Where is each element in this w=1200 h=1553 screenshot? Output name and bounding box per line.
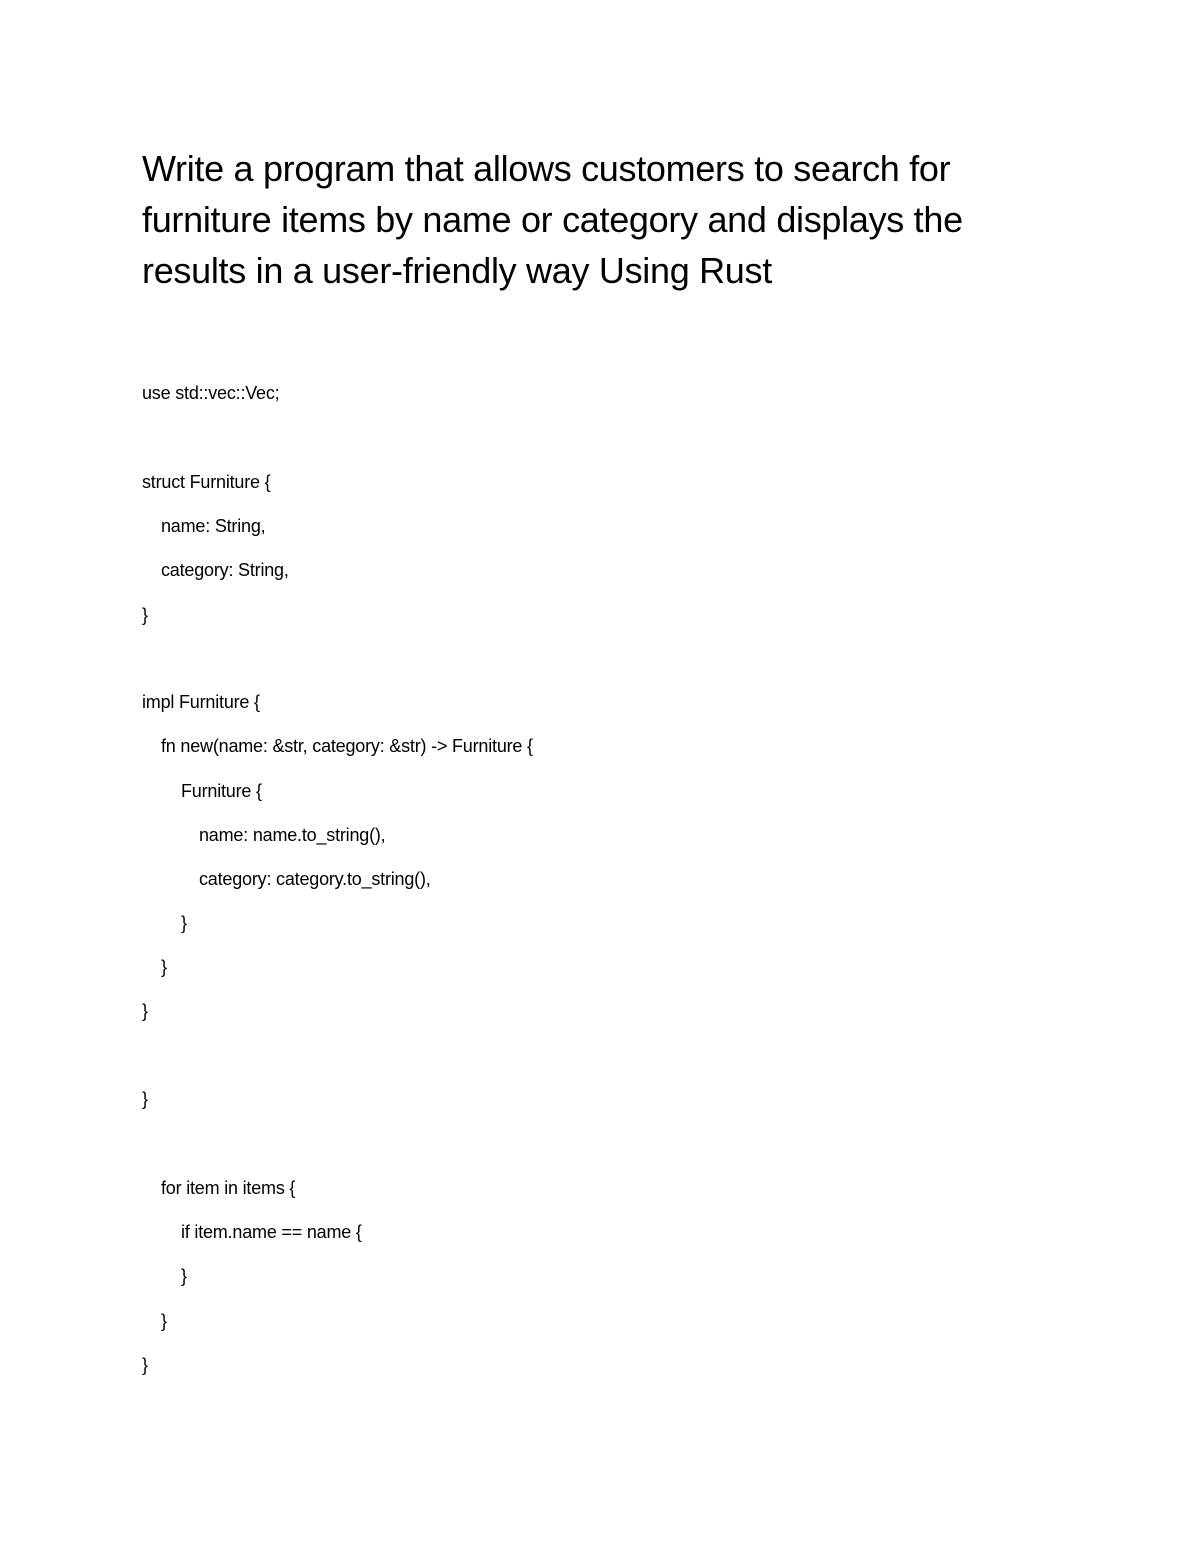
code-line-field-category: category: String, — [161, 560, 289, 580]
heading-line-1: Write a program that allows customers to search for — [142, 148, 951, 189]
code-line-close-brace: } — [181, 913, 187, 933]
code-line-init-name: name: name.to_string(), — [199, 825, 386, 845]
code-line-init-category: category: category.to_string(), — [199, 869, 431, 889]
heading-line-3: results in a user-friendly way Using Rust — [142, 250, 772, 291]
code-line-use-statement: use std::vec::Vec; — [142, 383, 280, 403]
code-line-fn-new: fn new(name: &str, category: &str) -> Furniture { — [161, 736, 533, 756]
code-line-close-brace: } — [161, 957, 167, 977]
code-line-close-brace: } — [181, 1266, 187, 1286]
code-line-struct-close: } — [142, 605, 148, 625]
code-line-struct-open: struct Furniture { — [142, 472, 271, 492]
heading-line-2: furniture items by name or category and displays the — [142, 199, 963, 240]
code-line-close-brace: } — [142, 1355, 148, 1375]
code-line-impl-open: impl Furniture { — [142, 692, 260, 712]
code-line-close-brace: } — [161, 1311, 167, 1331]
code-line-for-loop: for item in items { — [161, 1178, 296, 1198]
code-line-field-name: name: String, — [161, 516, 266, 536]
code-line-if-statement: if item.name == name { — [181, 1222, 362, 1242]
code-line-close-brace: } — [142, 1001, 148, 1021]
code-line-constructor: Furniture { — [181, 781, 262, 801]
code-line-close-brace: } — [142, 1089, 148, 1109]
